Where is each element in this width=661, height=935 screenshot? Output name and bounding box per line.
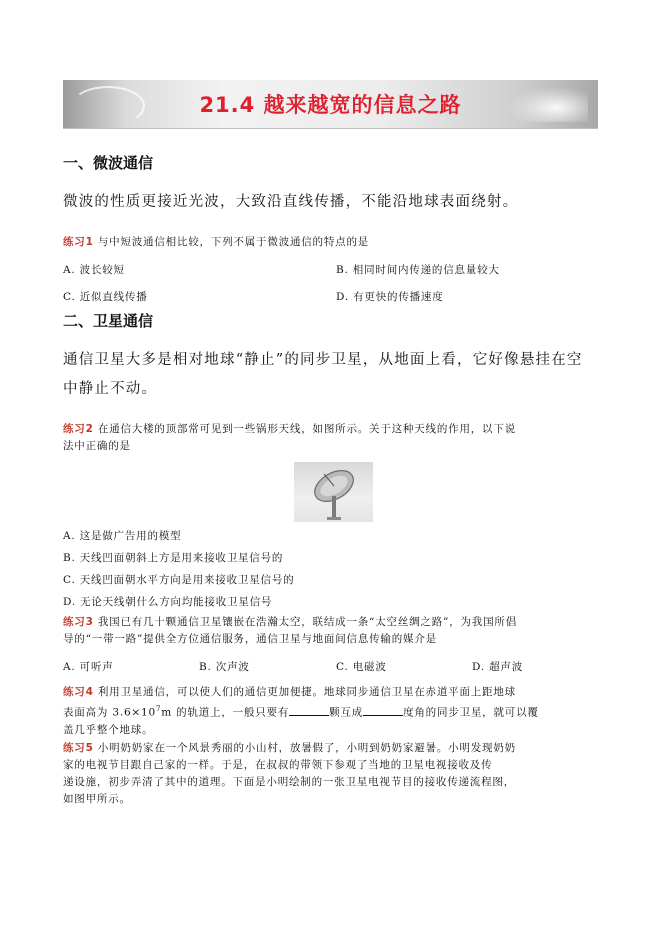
exercise-5-text-line-2: 家的电视节目跟自己家的一样。于是，在叔叔的带领下参观了当地的卫星电视接收及传	[63, 759, 493, 771]
exercise-1-option-c: C. 近似直线传播	[63, 291, 148, 303]
exercise-4-question	[63, 684, 603, 739]
exercise-2-option-a: A. 这是做广告用的模型	[63, 530, 182, 542]
exercise-1-option-d: D. 有更快的传播速度	[336, 291, 444, 303]
exercise-2-label: 练习2	[63, 423, 94, 435]
section-body-satellite-line-2: 中静止不动。	[63, 381, 158, 397]
title-banner	[63, 80, 598, 129]
exercise-1-text: 与中短波通信相比较，下列不属于微波通信的特点的是	[93, 236, 370, 248]
exercise-2-option-d: D. 无论天线朝什么方向均能接收卫星信号	[63, 596, 273, 608]
exercise-4-text-height: 表面高为 3.6×10	[63, 706, 156, 719]
exercise-3-option-b: B. 次声波	[199, 661, 250, 673]
exercise-2-text-line-1: 在通信大楼的顶部常可见到一些锅形天线，如图所示。关于这种天线的作用，以下说	[93, 423, 516, 435]
section-body-satellite-line-1: 通信卫星大多是相对地球“静止”的同步卫星，从地面上看，它好像悬挂在空	[63, 352, 583, 368]
satellite-dish-icon	[294, 462, 373, 522]
exercise-4-blank-angle	[363, 705, 403, 716]
exercise-4-text-cover: 度角的同步卫星，就可以覆	[403, 706, 539, 719]
exercise-2-option-b: B. 天线凹面朝斜上方是用来接收卫星信号的	[63, 552, 284, 564]
exercise-4-blank-count	[289, 705, 329, 716]
page-title: 21.4 越来越宽的信息之路	[199, 93, 462, 117]
exercise-5-text-line-1: 小明奶奶家在一个风景秀丽的小山村，放暑假了，小明到奶奶家避暑。小明发现奶奶	[93, 742, 516, 754]
exercise-1-question	[63, 234, 603, 251]
exercise-5-text-line-4: 如图甲所示。	[63, 793, 131, 805]
exercise-1-label: 练习1	[63, 236, 94, 248]
section-body-microwave: 微波的性质更接近光波，大致沿直线传播，不能沿地球表面绕射。	[63, 194, 519, 210]
exercise-5-text-line-3: 递设施，初步弄清了其中的道理。下面是小明绘制的一张卫星电视节目的接收传递流程图，	[63, 776, 515, 788]
exercise-4-exponent: 7	[156, 705, 162, 713]
exercise-4-label: 练习4	[63, 686, 94, 698]
exercise-4-text-mutual: 颗互成	[329, 706, 364, 719]
section-body-satellite	[63, 346, 603, 404]
exercise-4-text-line-1: 利用卫星通信，可以使人们的通信更加便捷。地球同步通信卫星在赤道平面上距地球	[93, 686, 516, 698]
exercise-2-option-c: C. 天线凹面朝水平方向是用来接收卫星信号的	[63, 574, 295, 586]
section-title-satellite: 二、卫星通信	[63, 312, 154, 330]
section-title-microwave: 一、微波通信	[63, 154, 154, 172]
exercise-2-text-line-2: 法中正确的是	[63, 440, 131, 452]
exercise-3-option-c: C. 电磁波	[336, 661, 387, 673]
satellite-dish-photo	[294, 462, 373, 522]
exercise-3-text-line-1: 我国已有几十颗通信卫星镶嵌在浩瀚太空，联结成一条“太空丝绸之路”，为我国所倡	[93, 616, 517, 628]
exercise-3-question	[63, 614, 603, 648]
exercise-1-option-a: A. 波长较短	[63, 264, 125, 276]
exercise-5-label: 练习5	[63, 742, 94, 754]
exercise-3-text-line-2: 导的“一带一路”提供全方位通信服务，通信卫星与地面间信息传输的媒介是	[63, 633, 437, 645]
exercise-1-option-b: B. 相同时间内传递的信息量较大	[336, 264, 500, 276]
exercise-3-option-a: A. 可听声	[63, 661, 114, 673]
exercise-5-question	[63, 740, 603, 808]
exercise-3-label: 练习3	[63, 616, 94, 628]
exercise-2-question	[63, 421, 603, 455]
exercise-4-text-line-3: 盖几乎整个地球。	[63, 723, 154, 736]
exercise-3-option-d: D. 超声波	[472, 661, 524, 673]
exercise-4-text-orbit: m 的轨道上，一般只要有	[161, 706, 290, 719]
